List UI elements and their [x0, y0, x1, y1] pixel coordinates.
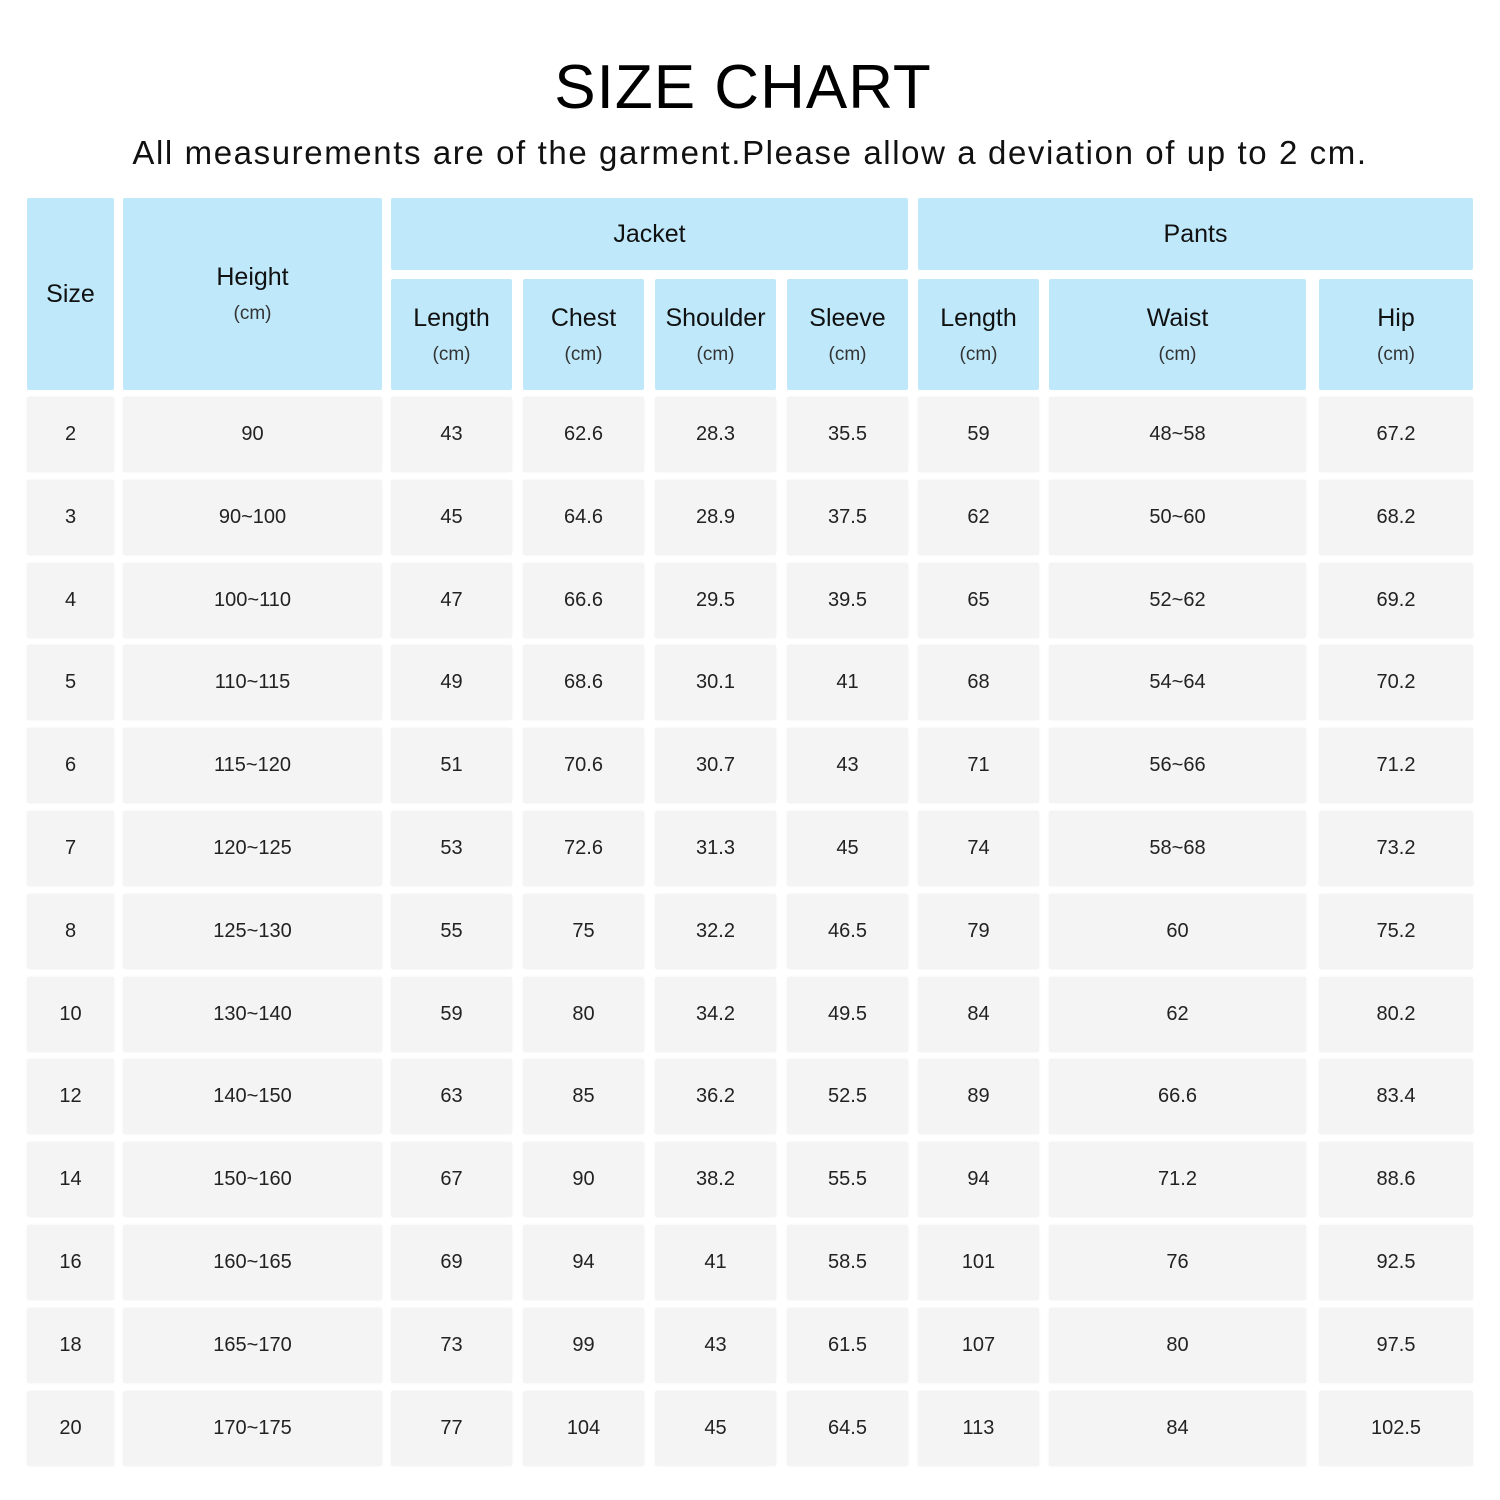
- table-cell: [523, 811, 644, 886]
- table-cell: [523, 480, 644, 555]
- table-cell: [123, 397, 382, 472]
- measurement-value: 71.2: [1158, 1168, 1197, 1190]
- size-value: 16: [59, 1251, 82, 1273]
- table-cell: [27, 811, 114, 886]
- column-header: [523, 279, 644, 390]
- measurement-value: 94: [967, 1168, 990, 1190]
- column-header-unit: (cm): [828, 343, 867, 365]
- column-header: [391, 279, 512, 390]
- measurement-value: 89: [967, 1085, 990, 1107]
- table-cell: [1049, 1059, 1306, 1134]
- measurement-value: 38.2: [696, 1168, 735, 1190]
- table-cell: [655, 645, 776, 720]
- measurement-value: 84: [1166, 1417, 1189, 1439]
- table-cell: [918, 645, 1039, 720]
- measurement-value: 66.6: [564, 589, 603, 611]
- size-header-label: Size: [46, 280, 95, 308]
- table-cell: [787, 977, 908, 1052]
- measurement-value: 77: [440, 1417, 463, 1439]
- measurement-value: 31.3: [696, 837, 735, 859]
- measurement-value: 94: [572, 1251, 595, 1273]
- table-cell: [655, 480, 776, 555]
- measurement-value: 59: [967, 423, 990, 445]
- measurement-value: 68.6: [564, 671, 603, 693]
- table-cell: [787, 645, 908, 720]
- table-cell: [123, 1391, 382, 1466]
- size-value: 5: [64, 671, 77, 693]
- table-cell: [391, 480, 512, 555]
- table-cell: [391, 1142, 512, 1217]
- measurement-value: 28.3: [696, 423, 735, 445]
- table-cell: [918, 1142, 1039, 1217]
- table-cell: [523, 1225, 644, 1300]
- measurement-value: 35.5: [828, 423, 867, 445]
- measurement-value: 45: [704, 1417, 727, 1439]
- table-cell: [655, 894, 776, 969]
- table-cell: [391, 977, 512, 1052]
- table-cell: [918, 480, 1039, 555]
- table-cell: [655, 1391, 776, 1466]
- table-cell: [27, 1308, 114, 1383]
- column-header-unit: (cm): [696, 343, 735, 365]
- table-cell: [27, 1059, 114, 1134]
- table-cell: [918, 728, 1039, 803]
- table-cell: [655, 728, 776, 803]
- measurement-value: 101: [961, 1251, 996, 1273]
- measurement-value: 54~64: [1149, 671, 1206, 693]
- table-cell: [123, 811, 382, 886]
- measurement-value: 140~150: [213, 1085, 292, 1107]
- measurement-value: 43: [836, 754, 859, 776]
- table-cell: [391, 1225, 512, 1300]
- table-cell: [523, 977, 644, 1052]
- measurement-value: 64.6: [564, 506, 603, 528]
- page-subtitle: All measurements are of the garment.Please allow a deviation of up to 2 cm.: [132, 134, 1368, 171]
- measurement-value: 52~62: [1149, 589, 1206, 611]
- table-cell: [655, 1059, 776, 1134]
- table-cell: [1319, 563, 1473, 638]
- measurement-value: 36.2: [696, 1085, 735, 1107]
- measurement-value: 55: [440, 920, 463, 942]
- height-header-unit: (cm): [233, 303, 272, 324]
- size-value: 4: [64, 589, 77, 611]
- measurement-value: 61.5: [828, 1334, 867, 1356]
- measurement-value: 150~160: [213, 1168, 292, 1190]
- measurement-value: 51: [440, 754, 463, 776]
- group-header-label: Pants: [1163, 220, 1228, 248]
- measurement-value: 110~115: [214, 671, 291, 693]
- table-cell: [1049, 1142, 1306, 1217]
- measurement-value: 90: [241, 423, 264, 445]
- table-cell: [918, 977, 1039, 1052]
- column-header: [918, 279, 1039, 390]
- measurement-value: 73: [440, 1334, 463, 1356]
- measurement-value: 28.9: [696, 506, 735, 528]
- table-cell: [918, 397, 1039, 472]
- measurement-value: 48~58: [1149, 423, 1206, 445]
- measurement-value: 39.5: [828, 589, 867, 611]
- table-cell: [123, 645, 382, 720]
- table-cell: [123, 563, 382, 638]
- measurement-value: 100~110: [214, 589, 291, 611]
- table-cell: [1319, 977, 1473, 1052]
- measurement-value: 80: [572, 1003, 595, 1025]
- measurement-value: 160~165: [213, 1251, 292, 1273]
- group-header-jacket: [391, 198, 908, 270]
- table-cell: [918, 1059, 1039, 1134]
- measurement-value: 52.5: [828, 1085, 867, 1107]
- table-cell: [27, 894, 114, 969]
- table-cell: [655, 977, 776, 1052]
- table-cell: [1319, 397, 1473, 472]
- size-value: 8: [64, 920, 77, 942]
- table-cell: [1049, 1225, 1306, 1300]
- table-cell: [1319, 894, 1473, 969]
- measurement-value: 30.1: [696, 671, 735, 693]
- size-value: 20: [59, 1417, 82, 1439]
- table-cell: [918, 1225, 1039, 1300]
- measurement-value: 41: [836, 671, 859, 693]
- measurement-value: 66.6: [1158, 1085, 1197, 1107]
- measurement-value: 80: [1166, 1334, 1189, 1356]
- measurement-value: 30.7: [696, 754, 735, 776]
- size-header: [27, 198, 114, 390]
- table-cell: [123, 1225, 382, 1300]
- column-header-label: Waist: [1146, 303, 1209, 332]
- table-cell: [391, 894, 512, 969]
- table-cell: [1319, 645, 1473, 720]
- table-cell: [1319, 811, 1473, 886]
- table-cell: [655, 563, 776, 638]
- column-header-unit: (cm): [1377, 343, 1415, 365]
- measurement-value: 170~175: [213, 1417, 292, 1439]
- measurement-value: 63: [440, 1085, 463, 1107]
- measurement-value: 62: [967, 506, 990, 528]
- measurement-value: 67.2: [1376, 423, 1416, 445]
- table-cell: [523, 728, 644, 803]
- table-cell: [523, 1059, 644, 1134]
- table-cell: [123, 1059, 382, 1134]
- table-cell: [391, 563, 512, 638]
- table-cell: [391, 1308, 512, 1383]
- measurement-value: 62.6: [564, 423, 603, 445]
- measurement-value: 83.4: [1376, 1085, 1416, 1107]
- table-cell: [1319, 1225, 1473, 1300]
- table-cell: [1049, 728, 1306, 803]
- table-cell: [1049, 977, 1306, 1052]
- measurement-value: 71.2: [1376, 754, 1416, 776]
- table-cell: [523, 1391, 644, 1466]
- table-cell: [1049, 1391, 1306, 1466]
- column-header: [787, 279, 908, 390]
- table-cell: [1049, 397, 1306, 472]
- table-cell: [27, 728, 114, 803]
- measurement-value: 41: [704, 1251, 727, 1273]
- column-header-label: Length: [940, 303, 1017, 332]
- table-cell: [787, 1308, 908, 1383]
- table-cell: [787, 1059, 908, 1134]
- table-cell: [391, 1391, 512, 1466]
- column-header-label: Length: [413, 303, 490, 332]
- table-cell: [918, 1308, 1039, 1383]
- table-cell: [1049, 480, 1306, 555]
- table-cell: [787, 811, 908, 886]
- measurement-value: 49: [440, 671, 463, 693]
- measurement-value: 37.5: [828, 506, 867, 528]
- measurement-value: 34.2: [696, 1003, 735, 1025]
- table-cell: [655, 397, 776, 472]
- table-cell: [1049, 811, 1306, 886]
- measurement-value: 65: [967, 589, 990, 611]
- table-cell: [1319, 1142, 1473, 1217]
- table-cell: [391, 811, 512, 886]
- table-cell: [27, 1142, 114, 1217]
- table-cell: [391, 728, 512, 803]
- table-cell: [523, 894, 644, 969]
- column-header-label: Shoulder: [665, 303, 766, 332]
- measurement-value: 53: [440, 837, 463, 859]
- table-cell: [1049, 894, 1306, 969]
- measurement-value: 68: [967, 671, 990, 693]
- column-header-unit: (cm): [432, 343, 471, 365]
- table-cell: [391, 1059, 512, 1134]
- measurement-value: 125~130: [213, 920, 292, 942]
- measurement-value: 92.5: [1376, 1251, 1416, 1273]
- measurement-value: 60: [1166, 920, 1189, 942]
- size-value: 12: [59, 1085, 82, 1107]
- measurement-value: 49.5: [828, 1003, 867, 1025]
- height-header-label: Height: [216, 263, 289, 291]
- measurement-value: 64.5: [828, 1417, 867, 1439]
- measurement-value: 99: [572, 1334, 595, 1356]
- measurement-value: 45: [836, 837, 859, 859]
- measurement-value: 46.5: [828, 920, 867, 942]
- table-cell: [918, 894, 1039, 969]
- column-header: [655, 279, 776, 390]
- measurement-value: 104: [566, 1417, 601, 1439]
- size-value: 6: [64, 754, 77, 776]
- column-header: [1049, 279, 1306, 390]
- table-cell: [1049, 563, 1306, 638]
- measurement-value: 74: [967, 837, 990, 859]
- measurement-value: 55.5: [828, 1168, 867, 1190]
- table-cell: [27, 1391, 114, 1466]
- table-cell: [918, 1391, 1039, 1466]
- measurement-value: 90~100: [218, 506, 287, 528]
- measurement-value: 32.2: [696, 920, 735, 942]
- measurement-value: 69.2: [1376, 589, 1416, 611]
- measurement-value: 120~125: [213, 837, 292, 859]
- table-cell: [123, 728, 382, 803]
- size-value: 3: [64, 506, 77, 528]
- measurement-value: 62: [1166, 1003, 1189, 1025]
- measurement-value: 43: [440, 423, 463, 445]
- table-cell: [523, 1308, 644, 1383]
- table-cell: [391, 397, 512, 472]
- table-cell: [27, 645, 114, 720]
- table-cell: [918, 563, 1039, 638]
- table-cell: [1319, 728, 1473, 803]
- measurement-value: 47: [440, 589, 463, 611]
- column-header-label: Hip: [1377, 303, 1415, 332]
- size-value: 2: [64, 423, 77, 445]
- table-cell: [655, 1142, 776, 1217]
- column-header-unit: (cm): [1158, 343, 1197, 365]
- measurement-value: 56~66: [1149, 754, 1206, 776]
- table-cell: [655, 1225, 776, 1300]
- measurement-value: 45: [440, 506, 463, 528]
- table-cell: [123, 894, 382, 969]
- column-header-unit: (cm): [959, 343, 998, 365]
- measurement-value: 70.2: [1376, 671, 1416, 693]
- measurement-value: 68.2: [1376, 506, 1416, 528]
- measurement-value: 84: [967, 1003, 990, 1025]
- measurement-value: 97.5: [1376, 1334, 1416, 1356]
- table-cell: [123, 977, 382, 1052]
- size-value: 14: [59, 1168, 82, 1190]
- page-title: SIZE CHART: [554, 53, 932, 122]
- measurement-value: 79: [967, 920, 990, 942]
- table-cell: [523, 1142, 644, 1217]
- measurement-value: 70.6: [564, 754, 603, 776]
- measurement-value: 85: [572, 1085, 595, 1107]
- size-value: 18: [59, 1334, 82, 1356]
- table-cell: [27, 1225, 114, 1300]
- table-cell: [655, 811, 776, 886]
- measurement-value: 113: [962, 1417, 995, 1439]
- table-cell: [787, 480, 908, 555]
- column-header: [1319, 279, 1473, 390]
- measurement-value: 165~170: [213, 1334, 292, 1356]
- measurement-value: 71: [967, 754, 990, 776]
- table-cell: [1319, 1308, 1473, 1383]
- table-cell: [787, 728, 908, 803]
- group-header-label: Jacket: [613, 220, 686, 248]
- measurement-value: 88.6: [1376, 1168, 1416, 1190]
- measurement-value: 107: [961, 1334, 996, 1356]
- table-cell: [787, 894, 908, 969]
- size-value: 7: [64, 837, 77, 859]
- table-cell: [27, 480, 114, 555]
- table-cell: [787, 563, 908, 638]
- measurement-value: 75.2: [1376, 920, 1416, 942]
- measurement-value: 69: [440, 1251, 463, 1273]
- height-header: [123, 198, 382, 390]
- table-cell: [27, 397, 114, 472]
- measurement-value: 115~120: [214, 754, 291, 776]
- table-cell: [123, 1142, 382, 1217]
- column-header-label: Chest: [550, 303, 617, 332]
- table-cell: [918, 811, 1039, 886]
- measurement-value: 58.5: [828, 1251, 867, 1273]
- measurement-value: 80.2: [1376, 1003, 1416, 1025]
- column-header-label: Sleeve: [809, 303, 886, 332]
- measurement-value: 75: [572, 920, 595, 942]
- measurement-value: 58~68: [1149, 837, 1206, 859]
- group-header-pants: [918, 198, 1473, 270]
- table-cell: [787, 1142, 908, 1217]
- table-cell: [787, 1391, 908, 1466]
- measurement-value: 43: [704, 1334, 727, 1356]
- table-cell: [523, 397, 644, 472]
- table-cell: [391, 645, 512, 720]
- table-cell: [523, 563, 644, 638]
- measurement-value: 59: [440, 1003, 463, 1025]
- measurement-value: 29.5: [696, 589, 735, 611]
- measurement-value: 130~140: [213, 1003, 292, 1025]
- table-cell: [1319, 480, 1473, 555]
- table-cell: [1319, 1391, 1473, 1466]
- table-cell: [1319, 1059, 1473, 1134]
- table-cell: [27, 977, 114, 1052]
- measurement-value: 102.5: [1370, 1417, 1422, 1439]
- measurement-value: 50~60: [1149, 506, 1206, 528]
- table-cell: [123, 1308, 382, 1383]
- size-value: 10: [59, 1003, 82, 1025]
- table-cell: [27, 563, 114, 638]
- table-cell: [1049, 645, 1306, 720]
- table-cell: [787, 1225, 908, 1300]
- table-cell: [1049, 1308, 1306, 1383]
- measurement-value: 72.6: [564, 837, 603, 859]
- measurement-value: 73.2: [1376, 837, 1416, 859]
- table-cell: [123, 480, 382, 555]
- table-cell: [787, 397, 908, 472]
- column-header-unit: (cm): [564, 343, 603, 365]
- measurement-value: 90: [572, 1168, 595, 1190]
- measurement-value: 67: [440, 1168, 463, 1190]
- table-cell: [523, 645, 644, 720]
- table-cell: [655, 1308, 776, 1383]
- measurement-value: 76: [1166, 1251, 1189, 1273]
